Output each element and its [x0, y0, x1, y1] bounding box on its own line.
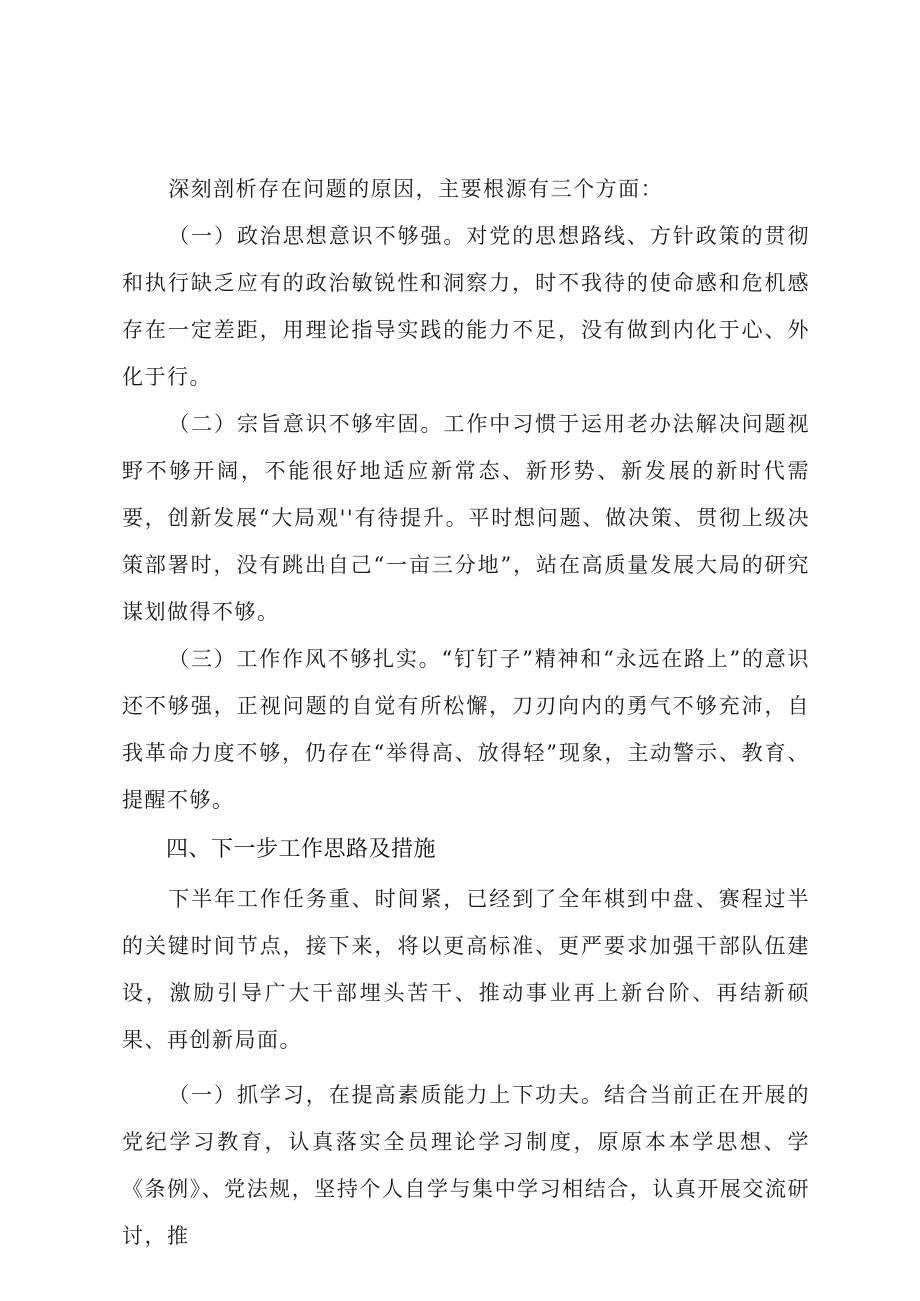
section-intro-paragraph: 下半年工作任务重、时间紧，已经到了全年棋到中盘、赛程过半的关键时间节点，接下来，将以更高标准、更严要求加强干部队伍建设，激励引导广大干部埋头苦干、推动事业再上新台阶、再结新硕果、再创新局面。: [122, 887, 810, 1052]
measure-paragraph-1: （一）抓学习，在提高素质能力上下功夫。结合当前正在开展的党纪学习教育，认真落实全员理论学习制度，原原本本学思想、学《条例》、党法规，坚持个人自学与集中学习相结合，认真开展交流研讨，推: [122, 1083, 810, 1248]
section-heading: 四、下一步工作思路及措施: [166, 837, 437, 862]
cause-paragraph-3: （三）工作作风不够扎实。“钉钉子”精神和“永远在路上”的意识还不够强，正视问题的自觉有所松懈，刀刃向内的勇气不够充沛，自我革命力度不够，仍存在“举得高、放得轻”现象，主动警示、教育、提醒不够。: [122, 647, 810, 812]
cause-paragraph-1: （一）政治思想意识不够强。对党的思想路线、方针政策的贯彻和执行缺乏应有的政治敏锐性和洞察力，时不我待的使命感和危机感存在一定差距，用理论指导实践的能力不足，没有做到内化于心、外化于行。: [122, 224, 810, 389]
document-body: [122, 166, 810, 1260]
intro-paragraph: 深刻剖析存在问题的原因，主要根源有三个方面：: [168, 177, 664, 201]
cause-paragraph-2: （二）宗旨意识不够牢固。工作中习惯于运用老办法解决问题视野不够开阔，不能很好地适应新常态、新形势、新发展的新时代需要，创新发展“大局观''有待提升。平时想问题、做决策、贯彻上级决策部署时，没有跳出自己“一亩三分地”，站在高质量发展大局的研究谋划做得不够。: [122, 412, 810, 624]
